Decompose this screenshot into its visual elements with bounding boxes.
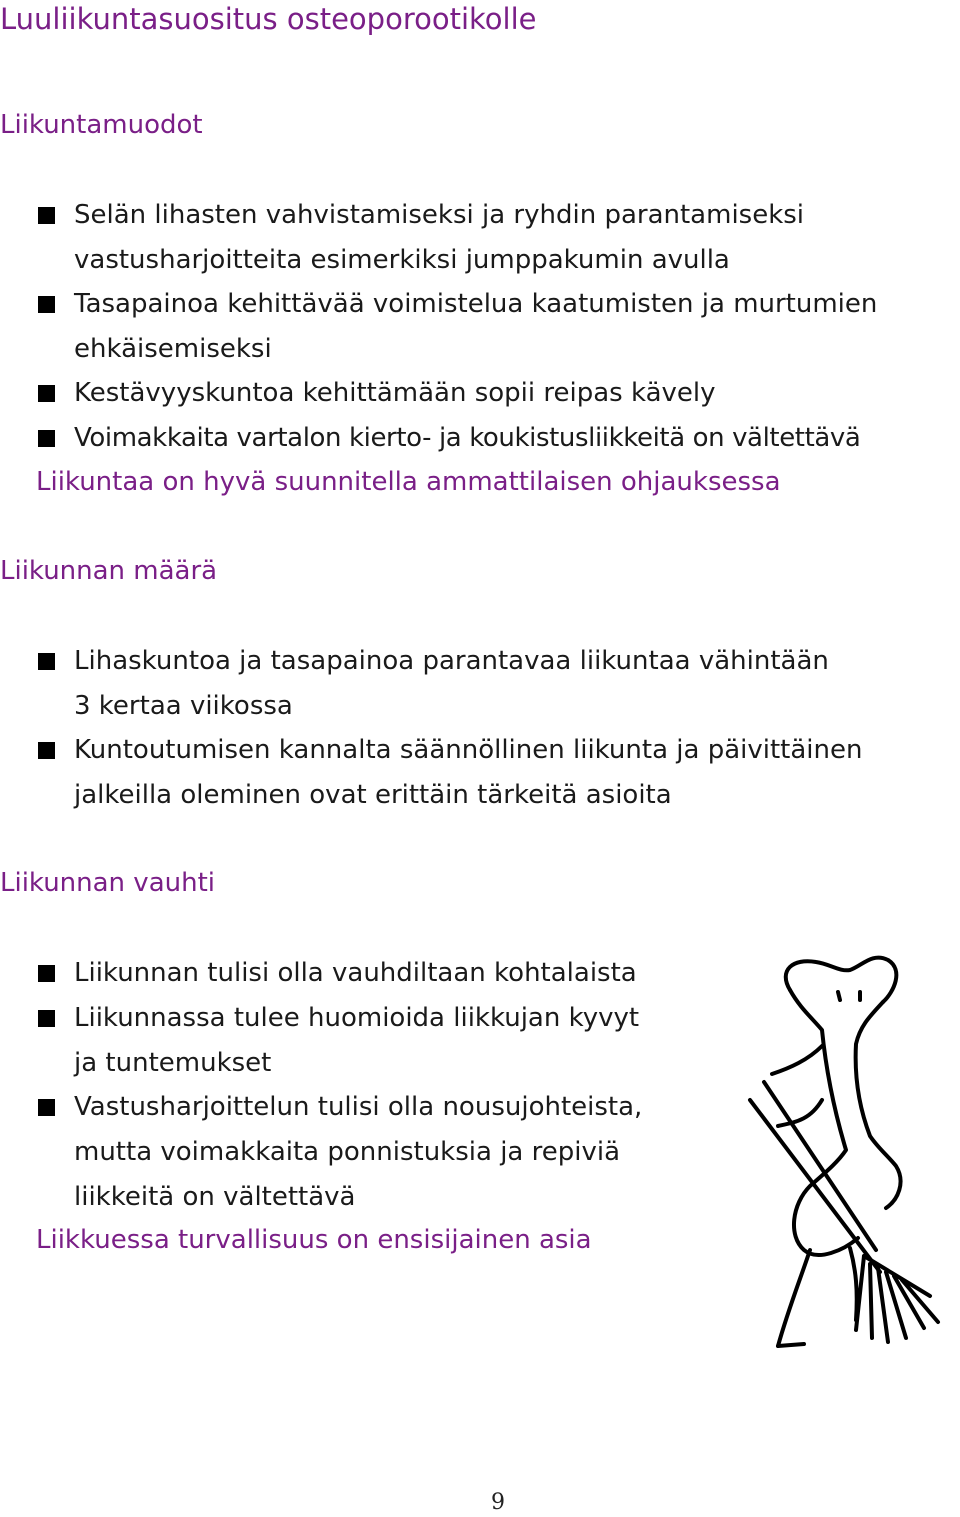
list-item-line: liikkeitä on vältettävä: [74, 1182, 356, 1212]
list-item-line: Selän lihasten vahvistamiseksi ja ryhdin parantamiseksi: [74, 200, 805, 230]
section-heading-pace: Liikunnan vauhti: [0, 868, 215, 898]
page-title: Luuliikuntasuositus osteoporootikolle: [0, 2, 537, 36]
section-heading-forms: Liikuntamuodot: [0, 110, 203, 140]
list-item-line: vastusharjoitteita esimerkiksi jumppakumin avulla: [74, 245, 730, 275]
list-item-line: Lihaskuntoa ja tasapainoa parantavaa liikuntaa vähintään: [74, 646, 829, 676]
square-bullet-icon: [38, 430, 55, 447]
section-note-pace: Liikkuessa turvallisuus on ensisijainen asia: [36, 1225, 592, 1255]
square-bullet-icon: [38, 1010, 55, 1027]
list-item-line: ja tuntemukset: [74, 1048, 272, 1078]
section-note-forms: Liikuntaa on hyvä suunnitella ammattilaisen ohjauksessa: [36, 467, 781, 497]
square-bullet-icon: [38, 1099, 55, 1116]
square-bullet-icon: [38, 742, 55, 759]
section-heading-amount: Liikunnan määrä: [0, 556, 218, 586]
square-bullet-icon: [38, 296, 55, 313]
square-bullet-icon: [38, 207, 55, 224]
list-item-line: Voimakkaita vartalon kierto- ja koukistusliikkeitä on vältettävä: [74, 423, 861, 453]
square-bullet-icon: [38, 385, 55, 402]
list-item-line: Tasapainoa kehittävää voimistelua kaatumisten ja murtumien: [74, 289, 878, 319]
list-item-line: mutta voimakkaita ponnistuksia ja repiviä: [74, 1137, 621, 1167]
list-item-line: Liikunnan tulisi olla vauhdiltaan kohtalaista: [74, 958, 637, 988]
list-item-line: Kestävyyskuntoa kehittämään sopii reipas kävely: [74, 378, 716, 408]
list-item-line: Kuntoutumisen kannalta säännöllinen liikunta ja päivittäinen: [74, 735, 863, 765]
square-bullet-icon: [38, 653, 55, 670]
square-bullet-icon: [38, 965, 55, 982]
list-item-line: Liikunnassa tulee huomioida liikkujan kyvyt: [74, 1003, 640, 1033]
list-item-line: jalkeilla oleminen ovat erittäin tärkeitä asioita: [74, 780, 672, 810]
list-item-line: 3 kertaa viikossa: [74, 691, 293, 721]
list-item-line: Vastusharjoittelun tulisi olla nousujohteista,: [74, 1092, 643, 1122]
list-item-line: ehkäisemiseksi: [74, 334, 272, 364]
bone-character-with-rake-illustration: [738, 950, 953, 1360]
page-number: 9: [491, 1490, 505, 1515]
